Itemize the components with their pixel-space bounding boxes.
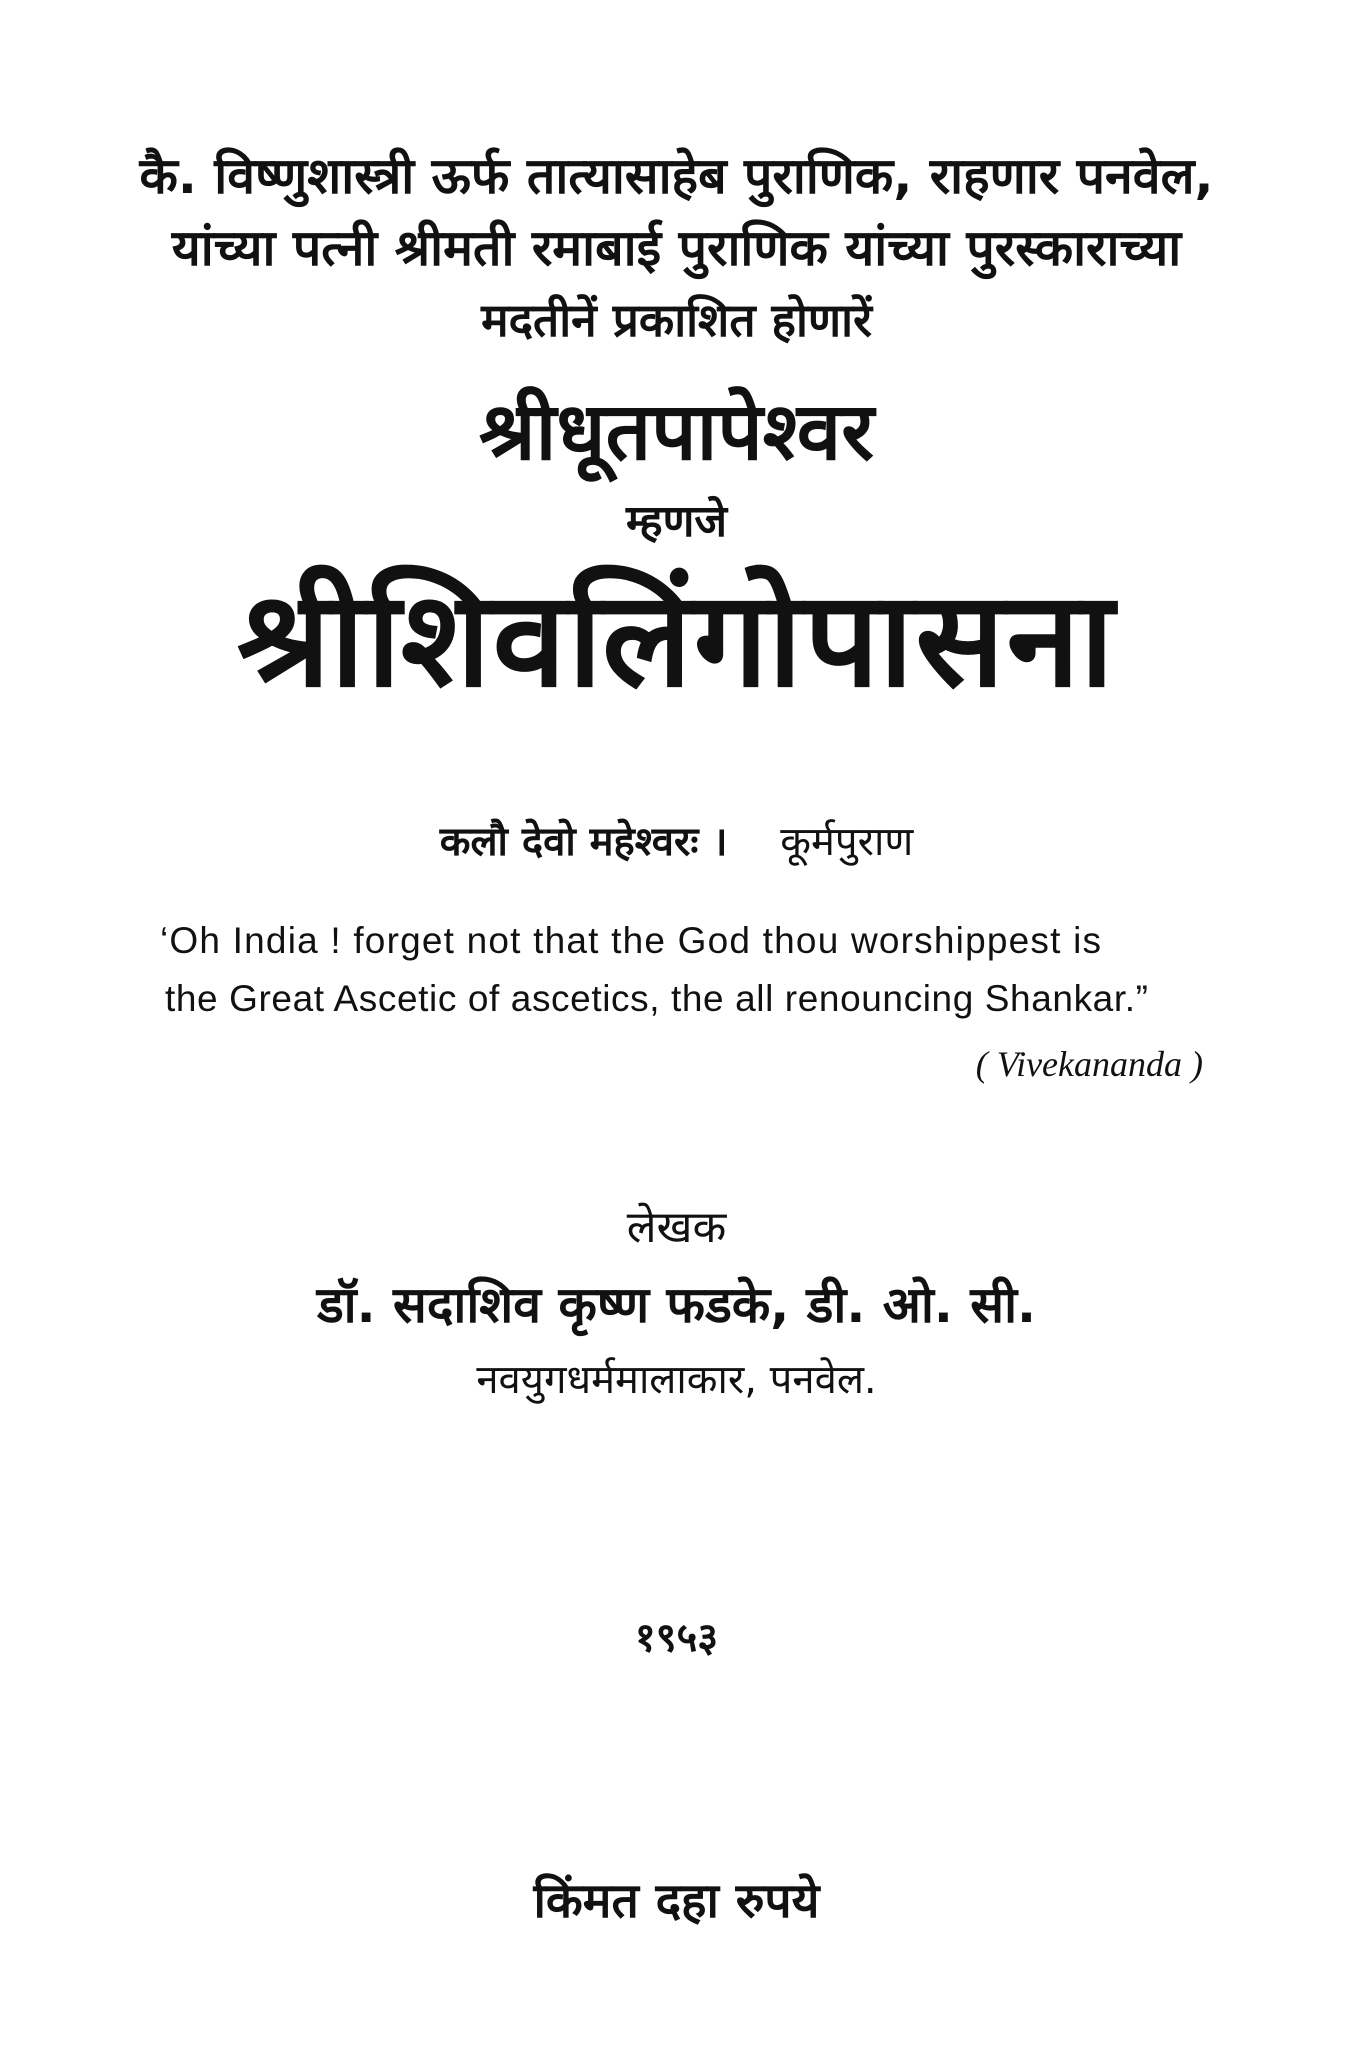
quote-line-2: the Great Ascetic of ascetics, the all renouncing Shankar.” <box>165 978 1149 1019</box>
epigraph <box>0 812 1353 872</box>
author-description: नवयुगधर्ममालाकार, पनवेल. <box>476 1357 877 1403</box>
sponsor-line-1: कै. विष्णुशास्त्री ऊर्फ तात्यासाहेब पुराणिक, राहणार पनवेल, <box>139 147 1214 205</box>
sponsor-line-2: यांच्या पत्नी श्रीमती रमाबाई पुराणिक यांच्या पुरस्काराच्या <box>171 219 1182 277</box>
epigraph-verse: कलौ देवो महेश्वरः । <box>439 819 728 865</box>
epigraph-source: कूर्मपुराण <box>780 819 914 865</box>
book-title-big: श्रीशिवलिंगोपासना <box>236 563 1117 717</box>
book-title-main: श्रीधूतपापेश्वर <box>479 385 874 478</box>
sponsor-line-3: मदतीनें प्रकाशित होणारें <box>481 293 872 347</box>
book-title-connector: म्हणजे <box>625 496 728 547</box>
author-label: लेखक <box>626 1202 727 1253</box>
quote-attribution: ( Vivekananda ) <box>975 1044 1203 1084</box>
author-name: डॉ. सदाशिव कृष्ण फडके, डी. ओ. सी. <box>316 1276 1037 1334</box>
publication-year: १९५३ <box>634 1615 719 1661</box>
quote-line-1: ‘Oh India ! forget not that the God thou worshippest is <box>160 920 1103 961</box>
price-text: किंमत दहा रुपये <box>533 1873 820 1929</box>
